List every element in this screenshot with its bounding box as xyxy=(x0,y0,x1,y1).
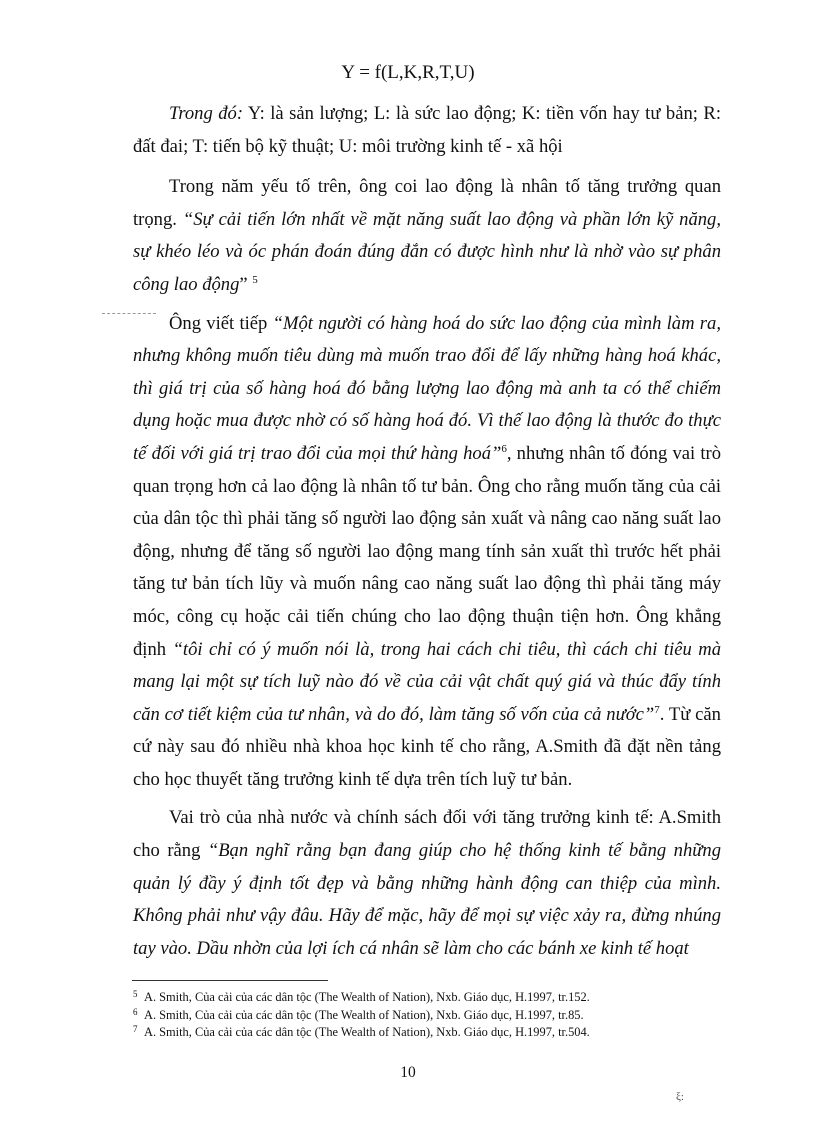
footnote-number: 7 xyxy=(133,1024,138,1034)
capital-quote-2: “tôi chỉ có ý muốn nói là, trong hai cách chi tiêu, thì cách chi tiêu mà mang lại một sự tích luỹ nào đó về của cải vật chất quý giá và thúc đẩy tính căn cơ tiết kiệm của tư nhân, và do đó, làm tăng số vốn của cả nước” xyxy=(133,638,721,725)
footnote-ref-6: 6 xyxy=(501,442,507,455)
capital-quote-1: “Một người có hàng hoá do sức lao động của mình làm ra, nhưng không muốn tiêu dùng mà muốn trao đổi để lấy những hàng hoá khác, thì giá trị của số hàng hoá đó bằng lượng lao động mà anh ta có thể chiếm dụng hoặc mua được nhờ có số hàng hoá đó. Vì thế lao động là thước đo thực tế đối với giá trị trao đổi của mọi thứ hàng hoá” xyxy=(133,312,721,464)
footnote-number: 6 xyxy=(133,1006,138,1017)
footnote-divider xyxy=(132,980,328,981)
page-number: 10 xyxy=(400,1064,416,1081)
footnotes xyxy=(133,989,733,1042)
labor-intro: Trong năm yếu tố trên, ông coi lao động là nhân tố tăng trưởng quan trọng. xyxy=(133,176,721,230)
footnote-6 xyxy=(133,1007,733,1025)
footnote-number: 5 xyxy=(133,989,138,999)
formula: Y = f(L,K,R,T,U) xyxy=(341,62,475,83)
footnote-ref-5: 5 xyxy=(252,273,258,286)
labor-quote-close: ” xyxy=(239,273,253,295)
footnote-7 xyxy=(133,1024,733,1042)
paragraph-state-role xyxy=(133,802,721,965)
corner-mark: ξ: xyxy=(676,1091,684,1103)
footnote-text: A. Smith, Của cải của các dân tộc (The Wealth of Nation), Nxb. Giáo dục, H.1997, tr.152. xyxy=(144,990,590,1004)
capital-conclusion: . Từ căn cứ này sau đó nhiều nhà khoa học kinh tế cho rằng, A.Smith đã đặt nền tảng cho học thuyết tăng trưởng kinh tế dựa trên tích luỹ tư bản. xyxy=(133,703,721,790)
footnote-text: A. Smith, Của cải của các dân tộc (The Wealth of Nation), Nxb. Giáo dục, H.1997, tr.504. xyxy=(144,1025,590,1039)
state-quote: “Bạn nghĩ rằng bạn đang giúp cho hệ thống kinh tế bằng những quản lý đầy ý định tốt đẹp và bằng những hành động can thiệp của mình. Không phải như vậy đâu. Hãy để mặc, hãy để mọi sự việc xảy ra, đừng nhúng tay vào. Dầu nhờn của lợi ích cá nhân sẽ làm cho các bánh xe kinh tế hoạt xyxy=(133,840,721,959)
state-intro: Vai trò của nhà nước và chính sách đối với tăng trưởng kinh tế: A.Smith cho rằng xyxy=(133,807,721,862)
paragraph-definitions xyxy=(133,98,721,163)
capital-body: , nhưng nhân tố đóng vai trò quan trọng hơn cả lao động là nhân tố tư bản. Ông cho rằng muốn tăng của cải của dân tộc thì phải tăng số người lao động sản xuất và nâng cao năng suất lao động, nhưng để tăng số người lao động mang tính sản xuất thì trước hết phải tăng tư bản tích lũy và muốn nâng cao năng suất lao động thì phải tăng máy móc, công cụ hoặc cải tiến chúng cho lao động thuận tiện hơn. Ông khẳng định xyxy=(133,442,721,660)
labor-quote: “Sự cải tiến lớn nhất về mặt năng suất lao động và phần lớn kỹ năng, sự khéo léo và óc phán đoán đúng đắn có được hình như là nhờ vào sự phân công lao động xyxy=(133,208,721,295)
footnote-ref-7: 7 xyxy=(654,703,660,716)
footnote-5 xyxy=(133,989,733,1007)
definitions-text: Y: là sản lượng; L: là sức lao động; K: tiền vốn hay tư bản; R: đất đai; T: tiến bộ kỹ thuật; U: môi trường kinh tế - xã hội xyxy=(133,103,721,157)
footnote-text: A. Smith, Của cải của các dân tộc (The Wealth of Nation), Nxb. Giáo dục, H.1997, tr.85. xyxy=(144,1007,584,1022)
capital-intro: Ông viết tiếp xyxy=(169,312,273,334)
body-text xyxy=(133,98,721,965)
definitions-label: Trong đó: xyxy=(169,103,244,124)
paragraph-capital-factor xyxy=(133,308,721,797)
paragraph-labor-factor xyxy=(133,171,721,301)
